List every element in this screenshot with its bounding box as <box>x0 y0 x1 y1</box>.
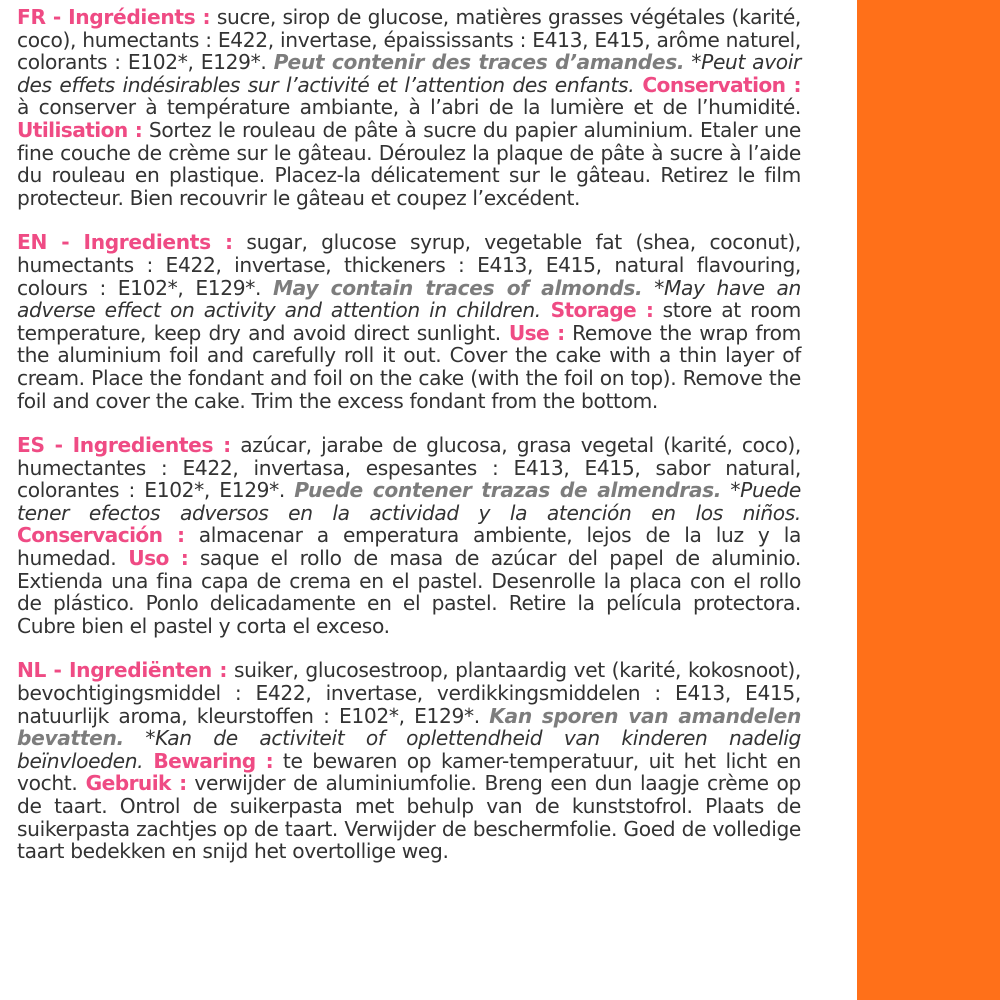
allergen-warning: May contain traces of almonds. <box>272 275 643 300</box>
allergen-warning: Peut contenir des traces d’amandes. <box>273 50 685 75</box>
additive-note: *Kan de activiteit of oplettendheid van kinderen nadelig beïnvloeden. <box>17 726 801 773</box>
use-label: Utilisation : <box>17 117 143 142</box>
storage-text: te bewaren op kamer-temperatuur, uit het licht en vocht. <box>17 748 801 796</box>
storage-text: almacenar a emperatura ambiente, lejos de la luz y la humedad. <box>17 523 801 571</box>
ingredients-text: azúcar, jarabe de glucosa, grasa vegetal (karité, coco), humectantes : E422, invertasa, espesantes : E413, E415, sabor natural, colorantes : E102*, E129*. <box>17 433 801 503</box>
use-text: saque el rollo de masa de azúcar del papel de aluminio. Extienda una fina capa de crema en el pastel. Desenrolle la placa con el rollo de plástico. Ponlo delicadamente en el pastel. Retire la película protectora. Cubre bien el pastel y corta el exceso. <box>17 546 801 638</box>
additive-note: *Puede tener efectos adversos en la actividad y la atención en los niños. <box>17 478 801 525</box>
use-label: Use : <box>500 320 565 345</box>
use-text: verwijder de aluminiumfolie. Breng een dun laagje crème op de taart. Ontrol de suikerpasta met behulp van de kunststofrol. Plaats de suikerpasta zachtjes op de taart. Verwijder de beschermfolie. Goed de volledige taart bedekken en snijd het overtollige weg. <box>17 771 801 864</box>
use-text: Remove the wrap from the aluminium foil and carefully roll it out. Cover the cake with a thin layer of cream. Place the fondant and foil on the cake (with the foil on top). Remove the foil and cover the cake. Trim the excess fondant from the bottom. <box>17 320 801 413</box>
section-heading: FR - Ingrédients : <box>17 5 211 29</box>
use-label: Gebruik : <box>77 771 187 796</box>
storage-label: Conservación : <box>17 523 185 548</box>
ingredients-text: sugar, glucose syrup, vegetable fat (shea, coconut), humectants : E422, invertase, thickeners : E413, E415, natural flavouring, colours : E102*, E129*. <box>17 230 801 300</box>
ingredients-text: sucre, sirop de glucose, matières grasses végétales (karité, coco), humectants : E422, invertase, épaississants : E413, E415, arôme naturel, colorants : E102*, E129*. <box>17 5 802 75</box>
section-heading: EN - Ingredients : <box>17 230 233 255</box>
additive-note: *Peut avoir des effets indésirables sur l’activité et l’attention des enfants. <box>17 50 802 97</box>
storage-label: Storage : <box>540 298 654 323</box>
product-label-text <box>17 6 801 885</box>
allergen-warning: Puede contener trazas de almendras. <box>294 478 722 503</box>
section-heading: NL - Ingrediënten : <box>17 658 228 683</box>
orange-side-stripe <box>857 0 1000 1000</box>
additive-note: *May have an adverse effect on activity and attention in children. <box>17 275 801 323</box>
storage-text: à conserver à température ambiante, à l’abri de la lumière et de l’humidité. <box>17 95 801 120</box>
allergen-warning: Kan sporen van amandelen bevatten. <box>17 703 802 751</box>
storage-text: store at room temperature, keep dry and avoid direct sunlight. <box>17 298 801 345</box>
section-en <box>17 231 801 412</box>
use-text: Sortez le rouleau de pâte à sucre du papier aluminium. Etaler une fine couche de crème sur le gâteau. Déroulez la plaque de pâte à sucre à l’aide du rouleau en plastique. Placez-la délicatement sur le gâteau. Retirez le film protecteur. Bien recouvrir le gâteau et coupez l’excédent. <box>17 117 801 210</box>
section-nl <box>17 659 801 862</box>
section-heading: ES - Ingredientes : <box>17 433 231 458</box>
storage-label: Conservation : <box>634 72 801 97</box>
section-fr <box>17 6 801 209</box>
section-es <box>17 434 801 637</box>
storage-label: Bewaring : <box>143 748 274 773</box>
ingredients-text: suiker, glucosestroop, plantaardig vet (karité, kokosnoot), bevochtigingsmiddel : E422, invertase, verdikkingsmiddelen : E413, E415, natuurlijk aroma, kleurstoffen : E102*, E129*. <box>17 658 801 728</box>
use-label: Uso : <box>116 546 189 571</box>
